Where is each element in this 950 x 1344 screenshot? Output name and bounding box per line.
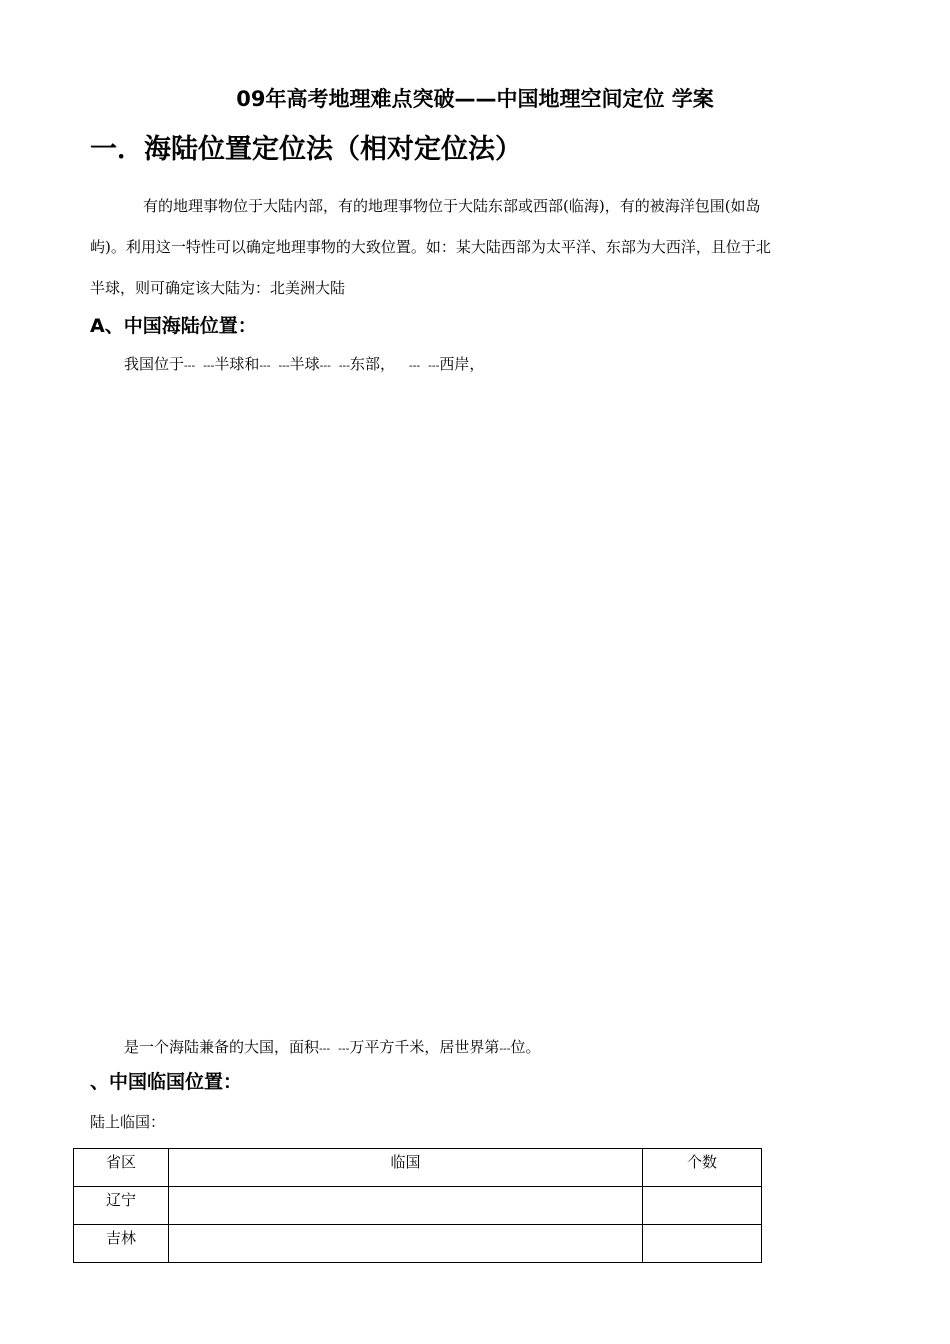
- table-header-province: 省区: [74, 1149, 169, 1187]
- table-header-count: 个数: [643, 1149, 762, 1187]
- table-cell-province: 吉林: [74, 1225, 169, 1263]
- table-header-row: [74, 1149, 762, 1187]
- land-neighbors-label: 陆上临国：: [90, 1113, 166, 1131]
- table-cell-province: 辽宁: [74, 1187, 169, 1225]
- table-cell-count[interactable]: [643, 1225, 762, 1263]
- intro-paragraph-line-3: 半球，则可确定该大陆为：北美洲大陆: [90, 279, 346, 297]
- table-row: [74, 1187, 762, 1225]
- fill-blank: --- ---: [319, 359, 350, 372]
- document-title: 09年高考地理难点突破——中国地理空间定位 学案: [236, 87, 714, 111]
- intro-paragraph-line-1: 有的地理事物位于大陆内部，有的地理事物位于大陆东部或西部(临海)，有的被海洋包围(如岛: [143, 197, 761, 215]
- table-cell-neighbors[interactable]: [169, 1187, 643, 1225]
- section-heading-china-neighbors: 、中国临国位置：: [90, 1071, 243, 1093]
- locate-text-5: 西岸，: [439, 355, 485, 373]
- table-header-neighbors: 临国: [169, 1149, 643, 1187]
- table-cell-neighbors[interactable]: [169, 1225, 643, 1263]
- section-heading-china-sea-land-position: A、中国海陆位置：: [90, 315, 257, 337]
- china-area-fill-line: [124, 1037, 894, 1059]
- fill-blank: ---: [499, 1042, 511, 1055]
- china-location-fill-line: [124, 354, 894, 376]
- locate-text-1: 我国位于: [124, 355, 185, 373]
- area-text-1: 是一个海陆兼备的大国，面积: [124, 1038, 320, 1056]
- fill-blank: --- ---: [259, 359, 290, 372]
- section-heading-sea-land-positioning: 一．海陆位置定位法（相对定位法）: [90, 134, 522, 165]
- intro-paragraph-line-2: 屿)。利用这一特性可以确定地理事物的大致位置。如：某大陆西部为太平洋、东部为大西洋，且位于北: [90, 238, 771, 256]
- table-row: [74, 1225, 762, 1263]
- locate-text-4: 东部，: [349, 355, 395, 373]
- table-cell-count[interactable]: [643, 1187, 762, 1225]
- area-text-2: 万平方千米，居世界第: [349, 1038, 500, 1056]
- neighbors-table: [73, 1148, 762, 1263]
- fill-blank: --- ---: [319, 1042, 350, 1055]
- locate-text-2: 半球和: [214, 355, 260, 373]
- locate-text-3: 半球: [289, 355, 320, 373]
- fill-blank: --- ---: [184, 359, 215, 372]
- area-text-3: 位。: [510, 1038, 541, 1056]
- fill-blank: --- ---: [409, 359, 440, 372]
